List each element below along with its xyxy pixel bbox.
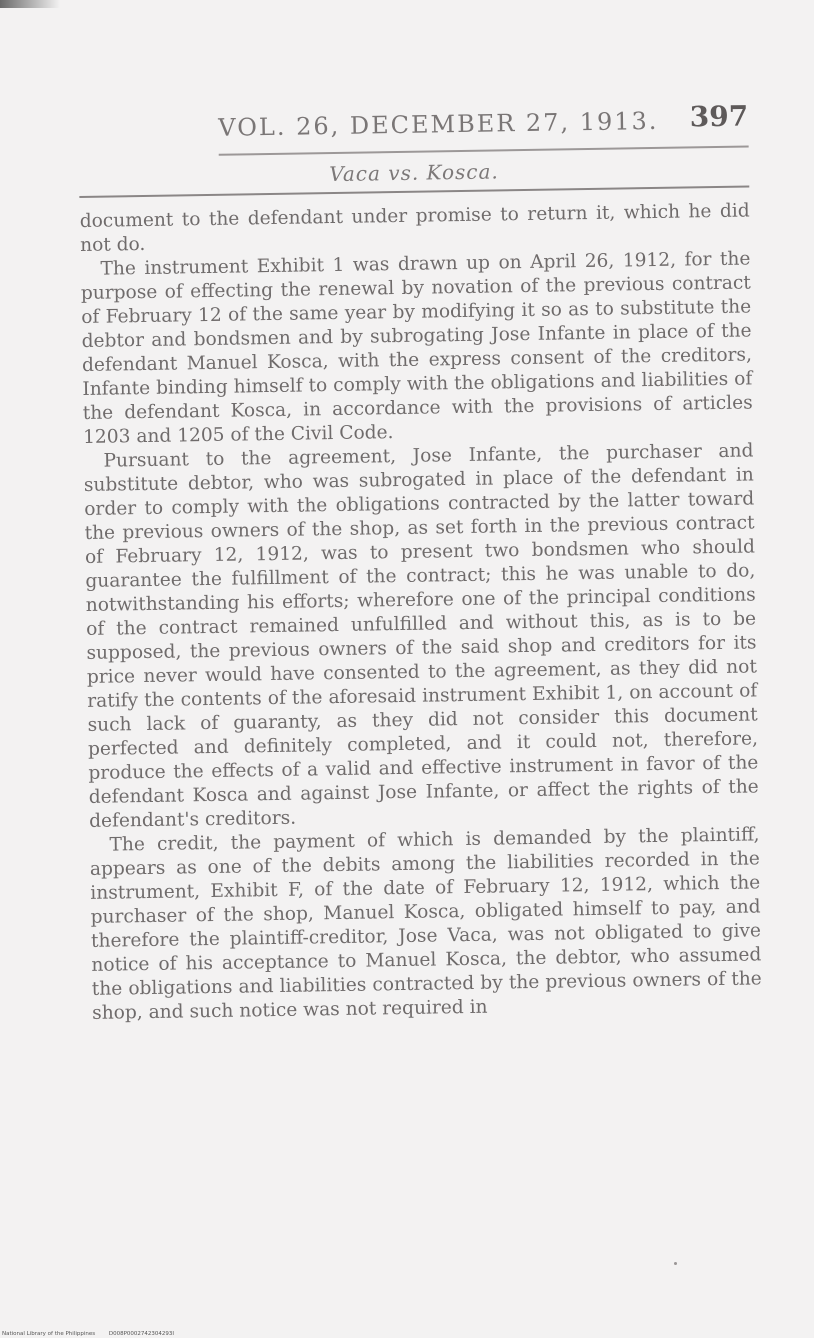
paragraph-credit: The credit, the payment of which is demanded by the plaintiff, appears as one of the debits among the liabilities recorded in the instrument, Exhibit F, of the date of February 12, 1912, which the purchaser of the shop, Manuel Kosca, obligated himself to pay, and therefore the plaintiff-creditor, Jose Vaca, was not obligated to give notice of his acceptance to Manuel Kosca, the debtor, who assumed the obligations and liabilities contracted by the previous owners of the shop, and such notice was not required in xyxy=(89,824,762,1024)
scan-edge-shadow xyxy=(0,0,60,8)
paragraph-agreement: Pursuant to the agreement, Jose Infante, the purchaser and substitute debtor, who was subrogated in place of the defendant in order to comply with the obligations contracted by the latter toward the previous owners of the shop, as set forth in the previous contract of February 12, 1912, was to present two bondsmen who should guarantee the fulfillment of the contract; this he was unable to do, notwithstanding his efforts; wherefore one of the principal conditions of the contract remained unfulfilled and without this, as is to be supposed, the previous owners of the said shop and creditors for its price never would have consented to the agreement, as they did not ratify the contents of the aforesaid instrument Exhibit 1, on account of such lack of guaranty, as they did not consider this document perfected and definitely completed, and it could not, therefore, produce the effects of a valid and effective instrument in favor of the defendant Kosca and against Jose Infante, or affect the rights of the defendant's creditors. xyxy=(83,440,759,832)
body-text xyxy=(80,199,763,1025)
paragraph-continuation: document to the defendant under promise to return it, which he did not do. xyxy=(79,200,750,256)
page-number: 397 xyxy=(689,99,749,134)
document-page xyxy=(78,99,762,1025)
paragraph-exhibit-1: The instrument Exhibit 1 was drawn up on April 26, 1912, for the purpose of effecting the renewal by novation of the previous contract of February 12 of the same year by modifying it so as to substitute the debtor and bondsmen and by subrogating Jose Infante in place of the defendant Manuel Kosca, with the express consent of the creditors, Infante binding himself to comply with the obligations and liabilities of the defendant Kosca, in accordance with the provisions of articles 1203 and 1205 of the Civil Code. xyxy=(80,248,753,448)
case-title: Vaca vs. Kosca. xyxy=(329,159,499,187)
footer-stamp xyxy=(2,1331,186,1337)
footer-code: D008P0002742304293I xyxy=(108,1331,175,1337)
speck-mark xyxy=(674,1262,677,1265)
footer-library: National Library of the Philippines xyxy=(2,1331,96,1337)
volume-line: VOL. 26, DECEMBER 27, 1913. xyxy=(218,106,659,142)
